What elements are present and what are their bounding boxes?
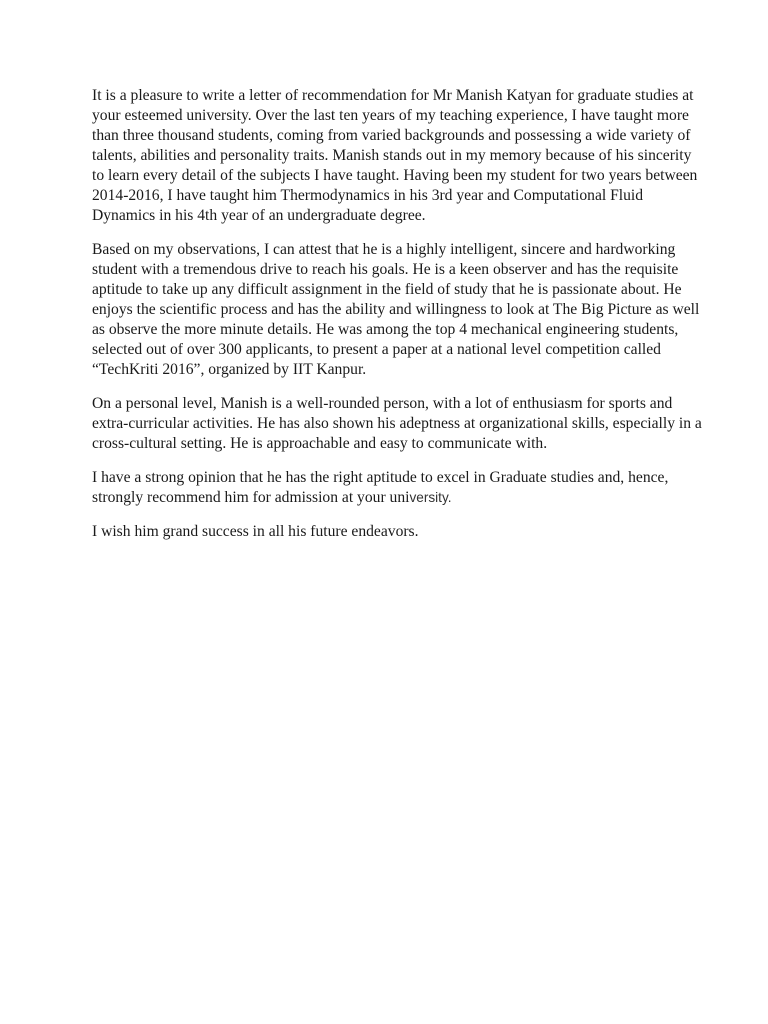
recommendation-text: I have a strong opinion that he has the right aptitude to excel in Graduate studies and, hence, strongly recommend him for admission at your uni — [92, 469, 669, 506]
paragraph-recommendation — [92, 468, 704, 508]
paragraph-introduction: It is a pleasure to write a letter of recommendation for Mr Manish Katyan for graduate studies at your esteemed university. Over the last ten years of my teaching experience, I have taught more than three thousand students, coming from varied backgrounds and possessing a wide variety of talents, abilities and personality traits. Manish stands out in my memory because of his sincerity to learn every detail of the subjects I have taught. Having been my student for two years between 2014-2016, I have taught him Thermodynamics in his 3rd year and Computational Fluid Dynamics in his 4th year of an undergraduate degree. — [92, 87, 698, 224]
paragraph-observations: Based on my observations, I can attest that he is a highly intelligent, sincere and hardworking student with a tremendous drive to reach his goals. He is a keen observer and has the requisite aptitude to take up any difficult assignment in the field of study that he is passionate about. He enjoys the scientific process and has the ability and willingness to look at The Big Picture as well as observe the more minute details. He was among the top 4 mechanical engineering students, selected out of over 300 applicants, to present a paper at a national level competition called “TechKriti 2016”, organized by IIT Kanpur. — [92, 241, 700, 378]
paragraph-closing: I wish him grand success in all his future endeavors. — [92, 523, 419, 540]
letter-body — [92, 86, 704, 556]
recommendation-text-tail: versity. — [409, 490, 452, 505]
paragraph-personal: On a personal level, Manish is a well-rounded person, with a lot of enthusiasm for sports and extra-curricular activities. He has also shown his adeptness at organizational skills, especially in a cross-cultural setting. He is approachable and easy to communicate with. — [92, 395, 702, 452]
